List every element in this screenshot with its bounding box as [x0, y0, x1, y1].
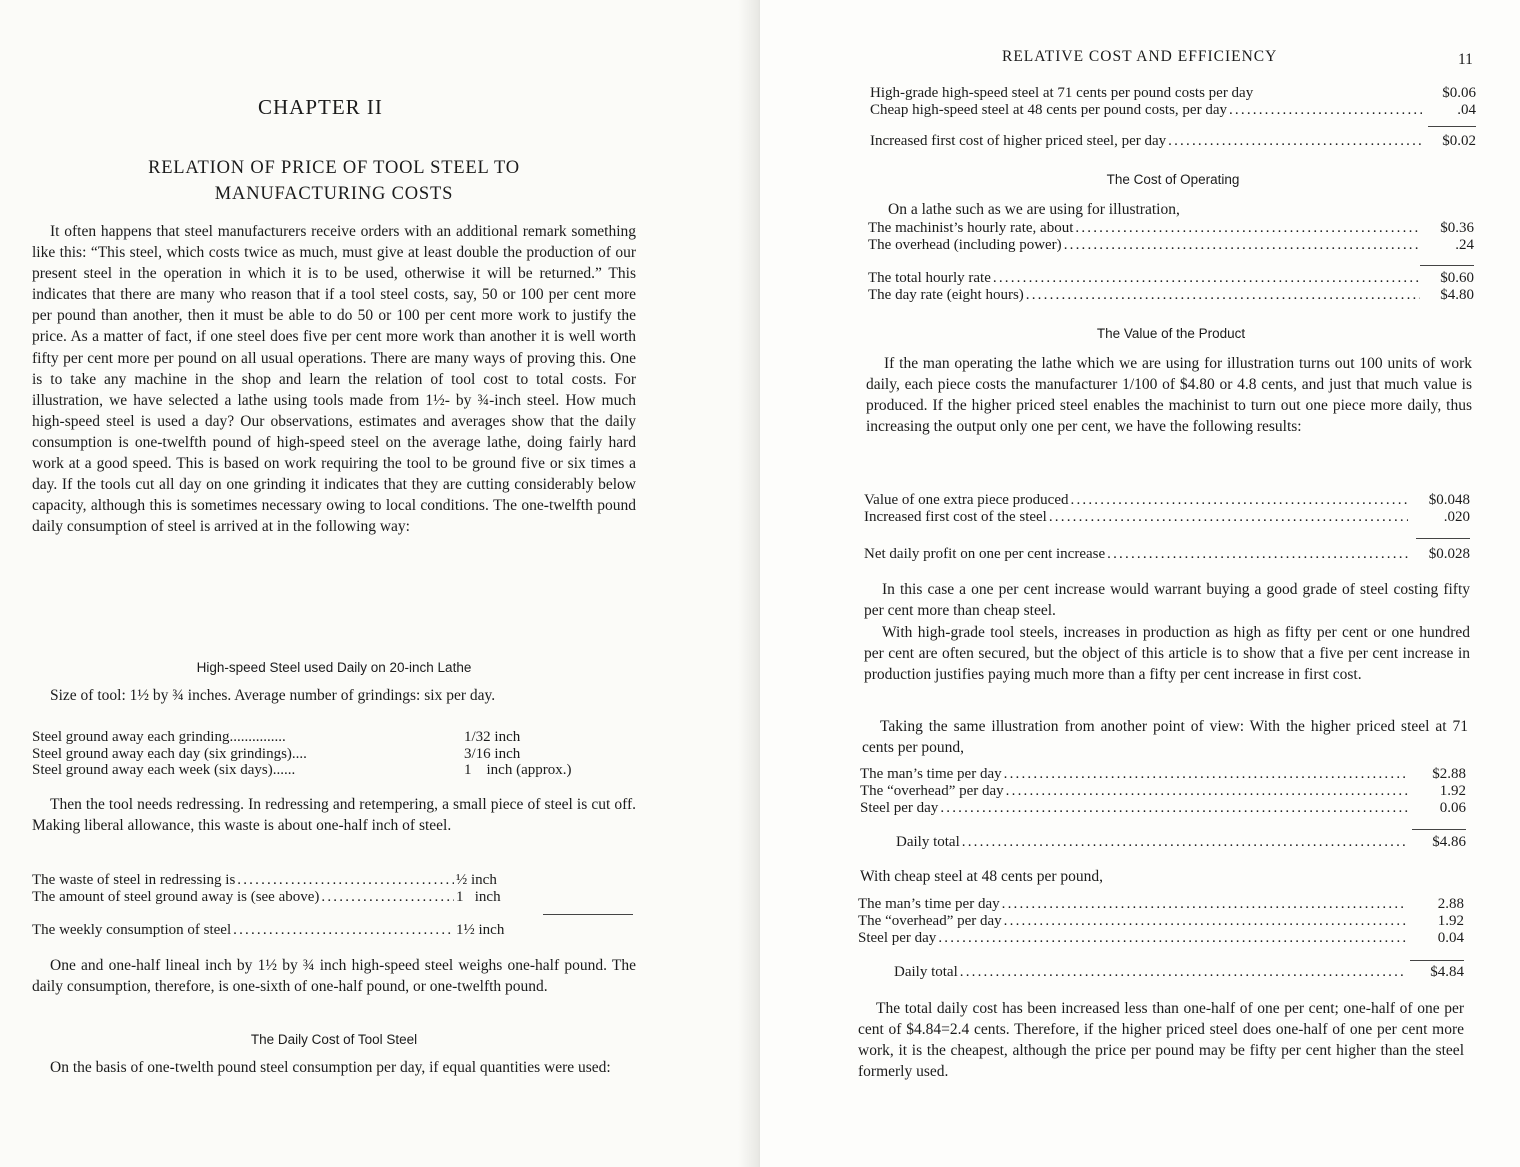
weekly-consumption: The weekly consumption of steel ..... 1½ inch — [32, 922, 532, 939]
sum-rule — [1428, 126, 1476, 127]
weight-paragraph-text: One and one-half lineal inch by 1½ by ¾ inch high-speed steel weighs one-half pound. The daily consumption, therefore, is one-sixth of one-half pound, or one-twelfth pound. — [32, 957, 636, 996]
section-heading-high-speed-steel: High-speed Steel used Daily on 20-inch Lathe — [196, 660, 472, 675]
operating-row: The overhead (including power) ..... .24 — [868, 237, 1474, 254]
warrant-paragraph: In this case a one per cent increase would warrant buying a good grade of steel costing fifty per cent more than cheap steel. — [864, 581, 1470, 620]
value-row: Value of one extra piece produced ..... $0.048 — [864, 492, 1470, 509]
cheap-row: Steel per day ..... 0.04 — [858, 930, 1464, 947]
sum-rule — [1416, 538, 1470, 539]
operating-row: The machinist’s hourly rate, about ..... $0.36 — [868, 220, 1474, 237]
total-rate-row: The day rate (eight hours) ..... $4.80 — [868, 287, 1474, 304]
high-priced-total: Daily total ..... $4.86 — [896, 834, 1466, 851]
cheap-row: The “overhead” per day ..... 1.92 — [858, 913, 1464, 930]
object-paragraph: With high-grade tool steels, increases in production as high as fifty per cent or one hundred per cent are often secured, but the object of this article is to show that a five per cent increase in production justifies paying much more than a fifty per cent increase in first cost. — [864, 624, 1470, 684]
weight-paragraph — [32, 955, 636, 997]
cheap-table — [858, 896, 1464, 947]
high-priced-table — [860, 766, 1466, 817]
daily-cost-paragraph-text: On the basis of one-twelth pound steel consumption per day, if equal quantities were used: — [50, 1059, 611, 1076]
grinding-row: Steel ground away each week (six days)...... 1 inch (approx.) — [32, 762, 572, 778]
grinding-row: Steel ground away each day (six grindings).... 3/16 inch — [32, 745, 521, 762]
steel-cost-row: Cheap high-speed steel at 48 cents per pound costs, per day ..... .04 — [870, 102, 1476, 119]
sum-rule — [1410, 960, 1464, 961]
cheap-total: Daily total ..... $4.84 — [894, 964, 1464, 981]
sum-rule — [543, 914, 633, 915]
conclusion-paragraph — [858, 998, 1464, 1082]
intro-paragraph — [32, 221, 636, 537]
total-rate-row: The total hourly rate ..... $0.60 — [868, 270, 1474, 287]
waste-table — [32, 872, 532, 906]
chapter-title-line2: MANUFACTURING COSTS — [214, 184, 454, 204]
running-head: RELATIVE COST AND EFFICIENCY — [1002, 48, 1278, 65]
right-page — [760, 0, 1520, 1167]
left-page — [0, 0, 758, 1167]
operating-intro: On a lathe such as we are using for illustration, — [888, 201, 1180, 218]
cheap-row: The man’s time per day ..... 2.88 — [858, 896, 1464, 913]
grinding-table — [32, 729, 642, 779]
size-line-text: Size of tool: 1½ by ¾ inches. Average number of grindings: six per day. — [50, 687, 496, 704]
value-paragraph-text: If the man operating the lathe which we are using for illustration turns out 100 units of work daily, each piece costs the manufacturer 1/100 of $4.80 or 4.8 cents, and just that much value is produced. If the higher priced steel enables the machinist to turn out one piece more daily, thus increasing the output only one per cent, we have the following results: — [866, 355, 1472, 436]
intro-paragraph-text: It often happens that steel manufacturers receive orders with an additional remark something like this: “This steel, which costs twice as much, must give at least double the production of our present steel in the operation in which it is to be used, otherwise it will be returned.” This indicates that there are many who reason that if a tool steel costs, say, 50 or 100 per cent more per pound than another, then it must be able to do 50 or 100 per cent more work to justify the price. As a matter of fact, if one steel does five per cent more work than another it is well worth fifty per cent more per pound on all usual operations. There are many ways of proving this. One is to take any machine in the shop and learn the relation of tool cost to total costs. For illustration, we have selected a lathe using tools made from 1½- by ¾-inch steel. How much high-speed steel is used a day? Our observations, estimates and averages show that the daily consumption is one-twelfth pound of high-speed steel on the average lathe, doing fairly hard work at a good speed. This is based on work requiring the tool to be ground five or six times a day. If the tools cut all day on one grinding it indicates that they are cutting considerably below capacity, although this is sometimes necessary owing to local conditions. The one-twelfth pound daily consumption of steel is arrived at in the following way: — [32, 223, 636, 536]
section-heading-operating: The Cost of Operating — [1106, 172, 1240, 187]
cheap-intro: With cheap steel at 48 cents per pound, — [860, 868, 1103, 885]
chapter-title-line1: RELATION OF PRICE OF TOOL STEEL TO — [148, 158, 520, 178]
net-profit-row: Net daily profit on one per cent increase ..... $0.028 — [864, 546, 1470, 563]
page-number: 11 — [1458, 51, 1473, 68]
conclusion-paragraph-text: The total daily cost has been increased less than one-half of one per cent; one-half of one per cent of $4.84=2.4 cents. Therefore, if the higher priced steel does one-half of one per cent more work, it is the cheapest, although the price per pound may be fifty per cent higher than the steel formerly used. — [858, 1000, 1464, 1081]
value-paragraph — [866, 353, 1472, 437]
value-table — [864, 492, 1470, 526]
grinding-row: Steel ground away each grinding............... 1/32 inch — [32, 729, 521, 745]
value-row: Increased first cost of the steel ..... .020 — [864, 509, 1470, 526]
steel-cost-table — [870, 85, 1476, 119]
chapter-title — [32, 155, 636, 207]
increase-row: Increased first cost of higher priced steel, per day ..... $0.02 — [870, 133, 1476, 150]
total-rate-table — [868, 270, 1474, 304]
steel-cost-row: High-grade high-speed steel at 71 cents per pound costs per day $0.06 — [870, 85, 1476, 101]
another-view-paragraph: Taking the same illustration from another point of view: With the higher priced steel at 71 cents per pound, — [862, 718, 1468, 757]
operating-table — [868, 220, 1474, 254]
waste-row: The amount of steel ground away is (see above) ..... 1 inch — [32, 889, 532, 906]
daily-cost-paragraph — [32, 1057, 636, 1078]
sum-rule — [1420, 265, 1474, 266]
size-line — [32, 685, 636, 706]
high-priced-row: The “overhead” per day ..... 1.92 — [860, 783, 1466, 800]
section-heading-daily-cost: The Daily Cost of Tool Steel — [250, 1032, 418, 1047]
high-priced-row: The man’s time per day ..... $2.88 — [860, 766, 1466, 783]
redressing-paragraph — [32, 794, 636, 836]
redressing-paragraph-text: Then the tool needs redressing. In redressing and retempering, a small piece of steel is cut off. Making liberal allowance, this waste is about one-half inch of steel. — [32, 796, 636, 835]
sum-rule — [1412, 829, 1466, 830]
section-heading-value: The Value of the Product — [1096, 326, 1246, 341]
high-priced-row: Steel per day ..... 0.06 — [860, 800, 1466, 817]
waste-row: The waste of steel in redressing is ..... ½ inch — [32, 872, 532, 889]
chapter-heading: CHAPTER II — [258, 95, 383, 119]
